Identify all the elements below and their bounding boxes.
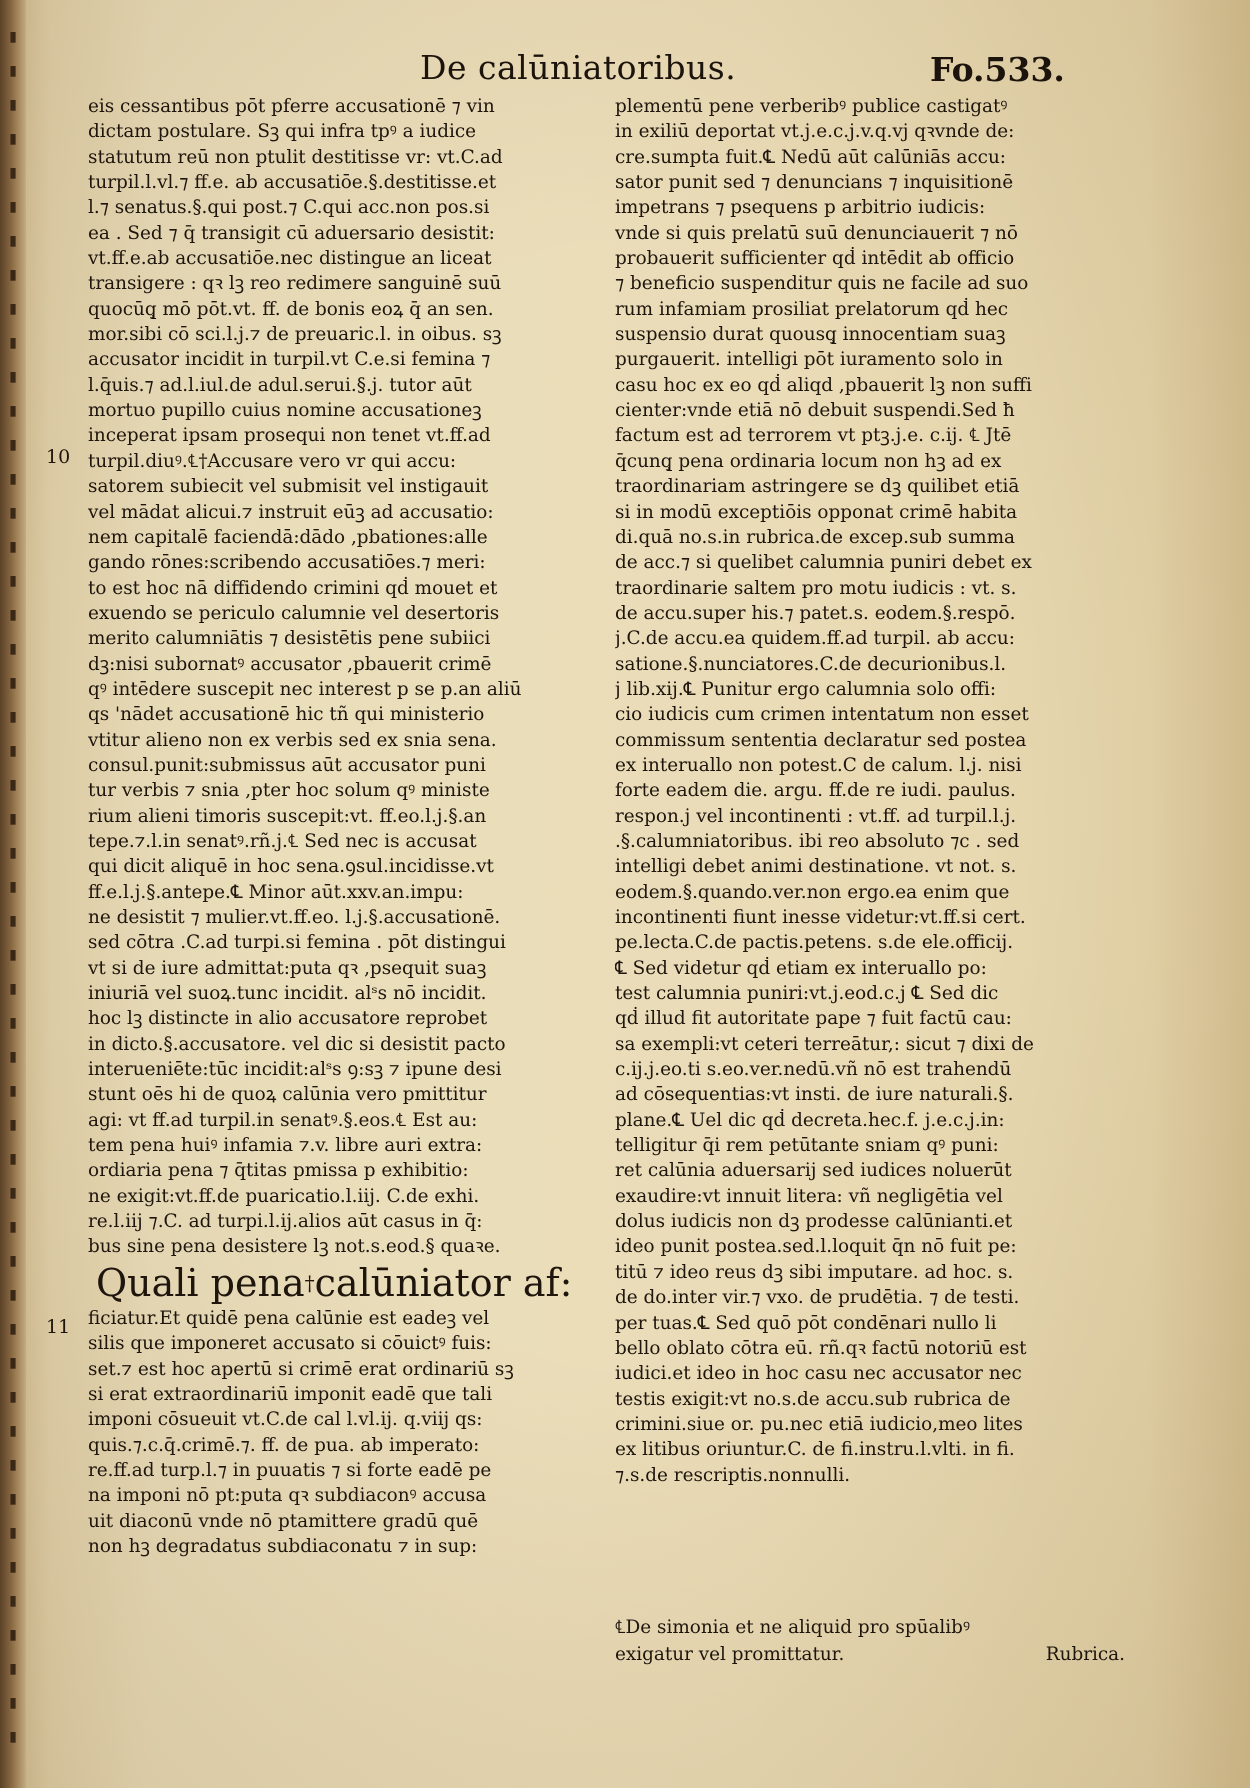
text-line: uit diaconū vnde nō ptamittere gradū quē [88, 1510, 479, 1532]
gutter-bleed-mark: ▮ [9, 879, 17, 895]
text-line: qḋ illud fit autoritate pape ⁊ fuit factū cau: [615, 1008, 1012, 1030]
gutter-bleed-mark: ▮ [9, 29, 17, 45]
text-line: satorem subiecit vel submisit vel instigauit [88, 476, 489, 498]
text-line: ℄ Sed videtur qḋ etiam ex interuallo po: [615, 957, 987, 979]
text-line: transigere : qꝛ lꝫ reo redimere sanguinē suū [88, 273, 502, 295]
gutter-bleed-mark: ▮ [9, 437, 17, 453]
text-line: .§.calumniatoribus. ibi reo absoluto ⁊c . sed [615, 830, 1020, 852]
rubric-text: exigatur vel promittatur. [615, 1644, 845, 1665]
text-line: mortuo pupillo cuius nomine accusationeꝫ [88, 400, 482, 422]
text-line: exuendo se periculo calumnie vel desertoris [88, 602, 500, 624]
text-line: test calumnia puniri:vt.j.eod.c.j ℄ Sed dic [615, 983, 999, 1005]
gutter-bleed-mark: ▮ [9, 1423, 17, 1439]
text-line: vtitur alieno non ex verbis sed ex snia sena. [88, 729, 497, 751]
dagger-mark: † [304, 1270, 315, 1295]
left-column [88, 94, 593, 1559]
gutter-bleed-mark: ▮ [9, 1015, 17, 1031]
text-line: turpil.l.vl.⁊ ff.e. ab accusatiōe.§.destitisse.et [88, 172, 497, 194]
text-line: j.C.de accu.ea quidem.ff.ad turpil. ab accu: [615, 628, 1015, 650]
gutter-bleed-mark: ▮ [9, 1049, 17, 1065]
gutter-bleed-mark: ▮ [9, 1627, 17, 1643]
gutter-bleed-mark: ▮ [9, 743, 17, 759]
gutter-bleed-mark: ▮ [9, 335, 17, 351]
text-line: sa exempli:vt ceteri terreātur,: sicut ⁊ dixi de [615, 1033, 1034, 1055]
gutter-bleed-mark: ▮ [9, 1593, 17, 1609]
text-line: casu hoc ex eo qḋ aliqd ,pbauerit lꝫ non suffi [615, 374, 1032, 396]
text-line: in dicto.§.accusatore. vel dic si desistit pacto [88, 1033, 506, 1055]
text-line: re.l.iij ⁊.C. ad turpi.l.ij.alios aūt casus in q̄: [88, 1211, 483, 1233]
text-line: rum infamiam prosiliat prelatorum qḋ hec [615, 298, 1009, 320]
rubric-line: ℄De simonia et ne aliquid pro spūalibꝰ [615, 1617, 970, 1638]
text-line: re.ff.ad turp.l.⁊ in puuatis ⁊ si forte eadē pe [88, 1459, 492, 1481]
text-line: forte eadem die. argu. ff.de re iudi. paulus. [615, 780, 1016, 802]
gutter-bleed-mark: ▮ [9, 267, 17, 283]
text-line: iudici.et ideo in hoc casu nec accusator nec [615, 1363, 1022, 1385]
gutter-bleed-mark: ▮ [9, 403, 17, 419]
text-line: ficiatur.Et quidē pena calūnie est eadeꝫ vel [88, 1307, 490, 1329]
text-line: de acc.⁊ si quelibet calumnia puniri debet ex [615, 552, 1032, 574]
rubric-line [615, 1641, 1125, 1668]
text-line: tepe.⁊.l.in senatꝰ.rñ.j.℄ Sed nec is accusat [88, 830, 477, 852]
gutter-bleed-mark: ▮ [9, 471, 17, 487]
rubric-rest: calūniator af: [314, 1260, 573, 1305]
text-line: bello oblato cōtra eū. rñ.qꝛ factū notoriū est [615, 1337, 1027, 1359]
rubrica-label: Rubrica. [1045, 1644, 1125, 1665]
text-line: crimini.siue or. pu.nec etiā iudicio,meo lites [615, 1413, 1023, 1435]
text-line: q̄cunq̧ pena ordinaria locum non hꝫ ad ex [615, 450, 1002, 472]
text-line: traordinariam astringere se dꝫ quilibet etiā [615, 476, 1020, 498]
text-line: stunt oēs hi de quoꝝ calūnia vero pmittitur [88, 1084, 487, 1106]
text-line: rium alieni timoris suscepit:vt. ff.eo.l.j.§.an [88, 805, 487, 827]
text-line: ⁊.s.de rescriptis.nonnulli. [615, 1464, 851, 1486]
text-line: qꝰ intēdere suscepit nec interest p se p.an aliū [88, 678, 522, 700]
text-line: cre.sumpta fuit.℄ Nedū aūt calūniās accu: [615, 146, 1006, 168]
text-line: gando rōnes:scribendo accusatiōes.⁊ meri: [88, 552, 486, 574]
gutter-bleed-mark: ▮ [9, 947, 17, 963]
text-line: ex litibus oriuntur.C. de fi.instru.l.vlti. in fi. [615, 1439, 1015, 1461]
gutter-bleed-mark: ▮ [9, 63, 17, 79]
text-line: inceperat ipsam prosequi non tenet vt.ff.ad [88, 425, 491, 447]
text-line: ea . Sed ⁊ q̄ transigit cū aduersario desistit: [88, 222, 495, 244]
text-line: ad cōsequentias:vt insti. de iure naturali.§. [615, 1084, 1014, 1106]
gutter-bleed-mark: ▮ [9, 199, 17, 215]
text-line: silis que imponeret accusato si cōuictꝰ fuis: [88, 1333, 492, 1355]
gutter-bleed-mark: ▮ [9, 131, 17, 147]
running-head: De calūniatoribus. [420, 48, 737, 87]
text-line: ordiaria pena ⁊ q̄titas pmissa p exhibitio: [88, 1160, 469, 1182]
text-line: set.⁊ est hoc apertū si crimē erat ordinariū sꝫ [88, 1358, 514, 1380]
gutter-bleed-mark: ▮ [9, 1253, 17, 1269]
text-line: dolus iudicis non dꝫ prodesse calūnianti.et [615, 1211, 1013, 1233]
chapter-rubric [615, 1614, 1125, 1668]
text-line: hoc lꝫ distincte in alio accusatore reprobet [88, 1008, 488, 1030]
text-line: commissum sententia declaratur sed postea [615, 729, 1027, 751]
gutter-bleed-mark: ▮ [9, 641, 17, 657]
gutter-bleed-mark: ▮ [9, 1287, 17, 1303]
text-line: l.⁊ senatus.§.qui post.⁊ C.qui acc.non pos.si [88, 197, 490, 219]
text-line: sator punit sed ⁊ denuncians ⁊ inquisitionē [615, 172, 1014, 194]
text-line: pe.lecta.C.de pactis.petens. s.de ele.officij. [615, 932, 1014, 954]
gutter-bleed-mark: ▮ [9, 1321, 17, 1337]
gutter-bleed-mark: ▮ [9, 1185, 17, 1201]
text-line: titū ⁊ ideo reus dꝫ sibi imputare. ad hoc. s. [615, 1261, 1014, 1283]
text-line: cienter:vnde etiā nō debuit suspendi.Sed ħ [615, 400, 1015, 422]
text-line: agi: vt ff.ad turpil.in senatꝰ.§.eos.℄ Est au: [88, 1109, 478, 1131]
text-line: ne desistit ⁊ mulier.vt.ff.eo. l.j.§.accusationē. [88, 907, 501, 928]
text-line: na imponi nō pt:puta qꝛ subdiaconꝰ accusa [88, 1485, 487, 1507]
gutter-bleed-mark: ▮ [9, 709, 17, 725]
text-line: satione.§.nunciatores.C.de decurionibus.l. [615, 653, 1007, 675]
text-line: ne exigit:vt.ff.de puaricatio.l.iij. C.de exhi. [88, 1185, 480, 1207]
gutter-bleed-mark: ▮ [9, 97, 17, 113]
text-line: ideo punit postea.sed.l.loquit q̄n nō fuit pe: [615, 1236, 1017, 1258]
text-line: turpil.diuꝰ.℄†Accusare vero vr qui accu: [88, 450, 457, 472]
text-line: incontinenti fiunt inesse videtur:vt.ff.si cert. [615, 907, 1026, 928]
right-column [615, 94, 1125, 1488]
text-line: quocūq̧ mō pōt.vt. ff. de bonis eoꝝ q̄ an sen. [88, 298, 494, 320]
text-line: probauerit sufficienter qḋ intēdit ab officio [615, 248, 1015, 270]
text-line: mor.sibi cō sci.l.j.⁊ de preuaric.l. in oibus. sꝫ [88, 324, 502, 346]
gutter-bleed-mark: ▮ [9, 539, 17, 555]
text-line: bus sine pena desistere lꝫ not.s.eod.§ quaꝛe. [88, 1236, 501, 1258]
text-line: nem capitalē faciendā:dādo ,pbationes:alle [88, 526, 488, 548]
text-line: accusator incidit in turpil.vt C.e.si femina ⁊ [88, 349, 491, 371]
gutter-bleed-mark: ▮ [9, 301, 17, 317]
gutter-bleed-mark: ▮ [9, 1729, 17, 1745]
text-line: sed cōtra .C.ad turpi.si femina . pōt distingui [88, 932, 506, 954]
gutter-bleed-mark: ▮ [9, 1525, 17, 1541]
gutter-bleed-mark: ▮ [9, 1661, 17, 1677]
gutter-bleed-mark: ▮ [9, 1457, 17, 1473]
text-line: c.ij.j.eo.ti s.eo.ver.nedū.vñ nō est trahendū [615, 1059, 1012, 1081]
text-line: non hꝫ degradatus subdiaconatu ⁊ in sup: [88, 1535, 478, 1557]
text-line: per tuas.℄ Sed quō pōt condēnari nullo li [615, 1312, 997, 1334]
text-line: exaudire:vt innuit litera: vñ negligētia vel [615, 1185, 1003, 1207]
text-line: iniuriā vel suoꝝ.tunc incidit. alˢs nō incidit. [88, 983, 487, 1005]
gutter-bleed-mark: ▮ [9, 1355, 17, 1371]
text-line: vel mādat alicui.⁊ instruit eūꝫ ad accusatio: [88, 501, 494, 523]
gutter-bleed-mark: ▮ [9, 981, 17, 997]
text-line: suspensio durat quousq̧ innocentiam suaꝫ [615, 324, 1006, 346]
gutter-bleed-mark: ▮ [9, 233, 17, 249]
text-line: eis cessantibus pōt pferre accusationē ⁊ vin [88, 96, 495, 117]
text-line: imponi cōsueuit vt.C.de cal l.vl.ij. q.viij qs: [88, 1409, 483, 1431]
margin-number: 11 [46, 1316, 71, 1338]
gutter-bleed-mark: ▮ [9, 1695, 17, 1711]
gutter-bleed-mark: ▮ [9, 913, 17, 929]
rubric-initial: Quali pena [96, 1260, 305, 1305]
gutter-bleed-mark: ▮ [9, 505, 17, 521]
text-line: qs 'nādet accusationē hic tñ qui ministerio [88, 704, 485, 726]
gutter-bleed-mark: ▮ [9, 369, 17, 385]
text-line: factum est ad terrorem vt ptꝫ.j.e. c.ij. ℄ Jtē [615, 425, 1012, 447]
text-line: respon.j vel incontinenti : vt.ff. ad turpil.l.j. [615, 805, 1017, 827]
text-line: plane.℄ Uel dic qḋ decreta.hec.f. j.e.c.j.in: [615, 1109, 1005, 1131]
gutter-bleed-mark: ▮ [9, 811, 17, 827]
text-line: ret calūnia aduersarij sed iudices noluerūt [615, 1160, 1012, 1182]
text-line: cio iudicis cum crimen intentatum non esset [615, 704, 1029, 726]
gutter-bleed-mark: ▮ [9, 1151, 17, 1167]
text-line: quis.⁊.c.q̄.crimē.⁊. ff. de pua. ab imperato: [88, 1434, 480, 1456]
text-line: traordinarie saltem pro motu iudicis : vt. s. [615, 577, 1017, 599]
text-line: tur verbis ⁊ snia ,pter hoc solum qꝰ ministe [88, 780, 490, 802]
text-line: merito calumniātis ⁊ desistētis pene subiici [88, 628, 491, 650]
text-line: j lib.xij.℄ Punitur ergo calumnia solo offi: [615, 678, 997, 700]
text-line: tem pena huiꝰ infamia ⁊.v. libre auri extra: [88, 1135, 483, 1157]
text-line: dictam postulare. Sꝫ qui infra tpꝰ a iudice [88, 121, 477, 143]
gutter-bleed-mark: ▮ [9, 1083, 17, 1099]
text-line: interueniēte:tūc incidit:alˢs ꝯ:sꝫ ⁊ ipune desi [88, 1059, 502, 1081]
text-line: plementū pene verberibꝰ publice castigatꝰ [615, 96, 1008, 117]
text-line: si in modū exceptiōis opponat crimē habita [615, 501, 1018, 523]
text-line: purgauerit. intelligi pōt iuramento solo in [615, 349, 1003, 371]
text-line: de accu.super his.⁊ patet.s. eodem.§.respō. [615, 602, 1016, 624]
folio-number: Fo.533. [930, 50, 1065, 89]
binding-gutter [0, 0, 26, 1788]
text-line: vt si de iure admittat:puta qꝛ ,psequit suaꝫ [88, 957, 487, 979]
gutter-bleed-mark: ▮ [9, 607, 17, 623]
gutter-bleed-mark: ▮ [9, 675, 17, 691]
text-line: di.quā no.s.in rubrica.de excep.sub summa [615, 526, 1015, 548]
text-line: vnde si quis prelatū suū denunciauerit ⁊ nō [615, 222, 1018, 244]
gutter-bleed-mark: ▮ [9, 1219, 17, 1235]
text-line: testis exigit:vt no.s.de accu.sub rubrica de [615, 1388, 1011, 1410]
text-line: ⁊ beneficio suspenditur quis ne facile ad suo [615, 273, 1029, 295]
margin-number: 10 [46, 446, 71, 468]
section-rubric [88, 1260, 593, 1306]
text-line: impetrans ⁊ psequens p arbitrio iudicis: [615, 197, 986, 219]
text-line: to est hoc nā diffidendo crimini qḋ mouet et [88, 577, 498, 599]
text-line: si erat extraordinariū imponit eadē que tali [88, 1383, 493, 1405]
gutter-bleed-mark: ▮ [9, 1559, 17, 1575]
text-line: l.q̄uis.⁊ ad.l.iul.de adul.serui.§.j. tutor aūt [88, 374, 472, 396]
gutter-bleed-mark: ▮ [9, 1389, 17, 1405]
text-line: eodem.§.quando.ver.non ergo.ea enim que [615, 881, 1010, 903]
gutter-bleed-mark: ▮ [9, 777, 17, 793]
text-line: de do.inter vir.⁊ vxo. de prudētia. ⁊ de testi. [615, 1287, 1020, 1309]
text-line: intelligi debet animi destinatione. vt not. s. [615, 856, 1017, 878]
text-line: telligitur q̄i rem petūtante sniam qꝰ puni: [615, 1135, 999, 1157]
text-line: vt.ff.e.ab accusatiōe.nec distingue an liceat [88, 248, 492, 270]
gutter-bleed-mark: ▮ [9, 1491, 17, 1507]
gutter-bleed-mark: ▮ [9, 1117, 17, 1133]
text-line: consul.punit:submissus aūt accusator puni [88, 754, 486, 776]
text-line: statutum reū non ptulit destitisse vr: vt.C.ad [88, 146, 503, 168]
gutter-bleed-mark: ▮ [9, 845, 17, 861]
text-line: in exiliū deportat vt.j.e.c.j.v.q.vj qꝛvnde de: [615, 121, 1015, 143]
gutter-bleed-mark: ▮ [9, 165, 17, 181]
text-line: qui dicit aliquē in hoc sena.ꝯsul.incidisse.vt [88, 856, 494, 878]
gutter-bleed-mark: ▮ [9, 573, 17, 589]
text-line: ff.e.l.j.§.antepe.℄ Minor aūt.xxv.an.impu: [88, 881, 464, 903]
text-line: dꝫ:nisi subornatꝰ accusator ,pbauerit crimē [88, 653, 492, 675]
text-line: ex interuallo non potest.C de calum. l.j. nisi [615, 754, 1022, 776]
